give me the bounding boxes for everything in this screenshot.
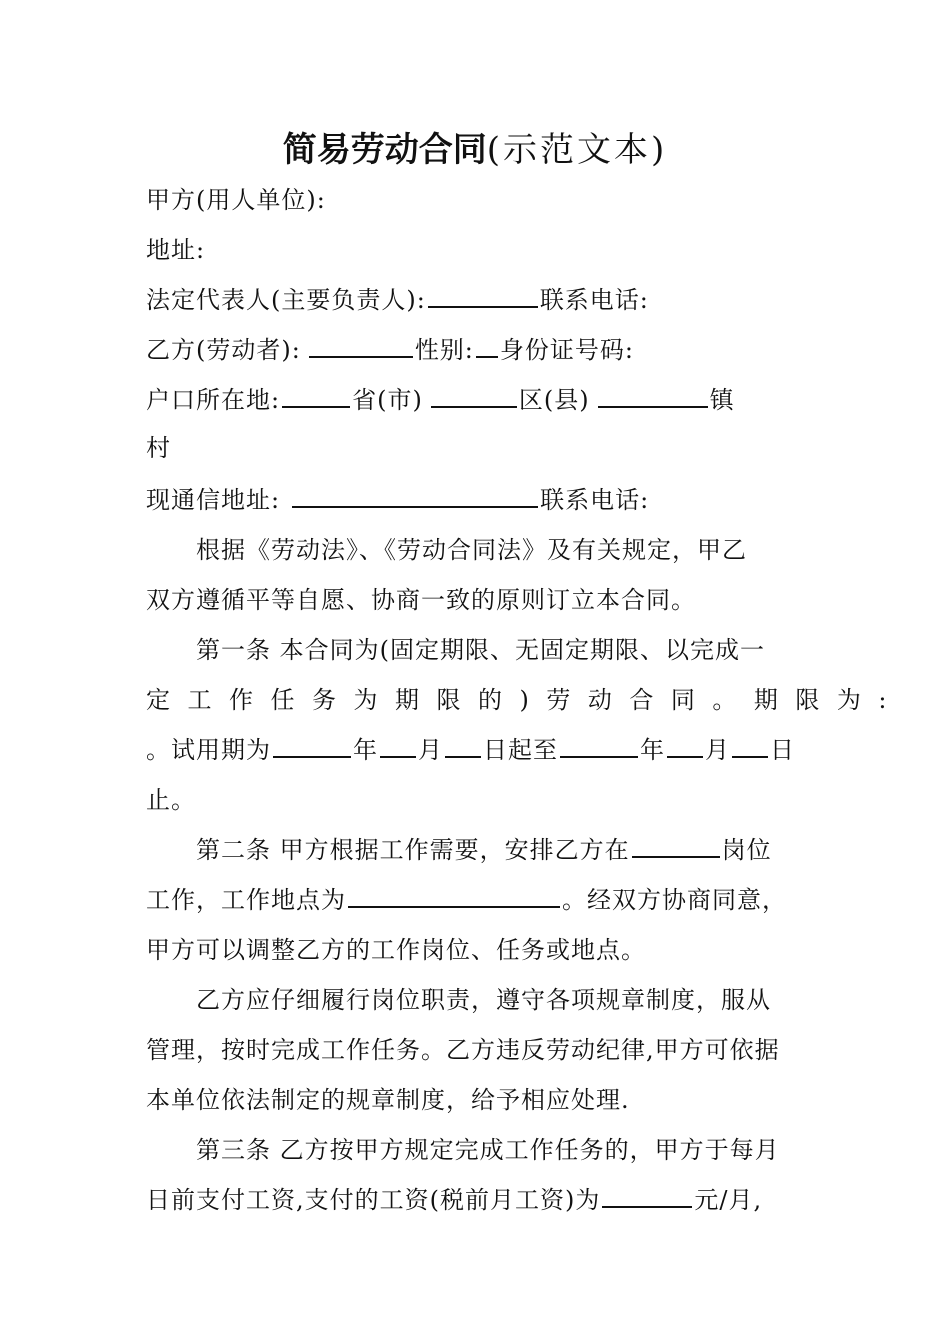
district-blank[interactable] bbox=[431, 382, 517, 408]
village-line bbox=[146, 430, 171, 466]
position-blank[interactable] bbox=[632, 832, 720, 858]
province-label: 省(市) bbox=[352, 386, 423, 414]
start-month-label: 月 bbox=[418, 736, 443, 764]
town-label: 镇 bbox=[709, 386, 735, 414]
province-blank[interactable] bbox=[282, 382, 350, 408]
article-1-text-2: 定工作任务为期限的)劳动合同。期限为: bbox=[146, 686, 904, 714]
current-phone-label: 联系电话: bbox=[540, 486, 650, 514]
current-address-blank[interactable] bbox=[292, 482, 538, 508]
preamble-text-2: 双方遵循平等自愿、协商一致的原则订立本合同。 bbox=[146, 586, 696, 614]
article-1-line-1 bbox=[196, 632, 765, 668]
id-number-label: 身份证号码: bbox=[499, 336, 634, 364]
end-year-blank[interactable] bbox=[560, 732, 638, 758]
end-day-label: 日 bbox=[770, 736, 795, 764]
end-month-label: 月 bbox=[705, 736, 730, 764]
article-2-text-1: 第二条 甲方根据工作需要，安排乙方在 bbox=[196, 836, 630, 864]
party-a-label: 甲方(用人单位): bbox=[146, 186, 326, 214]
current-address-label: 现通信地址: bbox=[146, 486, 281, 514]
article-1-text-4: 止。 bbox=[146, 786, 196, 814]
gender-blank[interactable] bbox=[476, 332, 498, 358]
preamble-line-1 bbox=[196, 532, 747, 568]
duty-text-1: 乙方应仔细履行岗位职责，遵守各项规章制度，服从 bbox=[196, 986, 771, 1014]
workplace-label: 工作，工作地点为 bbox=[146, 886, 346, 914]
town-blank[interactable] bbox=[598, 382, 708, 408]
gender-label: 性别: bbox=[414, 336, 474, 364]
article-1-line-3 bbox=[146, 732, 795, 768]
article-2-text-2: 。经双方协商同意， bbox=[562, 886, 787, 914]
district-label: 区(县) bbox=[518, 386, 590, 414]
title-main: 简易劳动合同 bbox=[282, 130, 487, 170]
workplace-blank[interactable] bbox=[348, 882, 560, 908]
salary-label: 日前支付工资,支付的工资(税前月工资)为 bbox=[146, 1186, 601, 1214]
start-year-blank[interactable] bbox=[273, 732, 351, 758]
article-1-line-4 bbox=[146, 782, 196, 818]
start-day-label: 日起至 bbox=[483, 736, 558, 764]
preamble-text-1: 根据《劳动法》、《劳动合同法》及有关规定，甲乙 bbox=[196, 536, 747, 564]
phone-label: 联系电话: bbox=[539, 286, 649, 314]
document-title bbox=[0, 126, 950, 174]
article-2-line-3 bbox=[146, 932, 646, 968]
article-2-text-3: 甲方可以调整乙方的工作岗位、任务或地点。 bbox=[146, 936, 646, 964]
probation-label: 。试用期为 bbox=[146, 736, 271, 764]
start-month-blank[interactable] bbox=[380, 732, 416, 758]
article-3-text-1: 第三条 乙方按甲方规定完成工作任务的，甲方于每月 bbox=[196, 1136, 780, 1164]
article-3-line-2 bbox=[146, 1182, 762, 1218]
start-day-blank[interactable] bbox=[445, 732, 481, 758]
article-2-line-1 bbox=[196, 832, 772, 868]
salary-unit: 元/月, bbox=[694, 1186, 763, 1214]
legal-rep-blank[interactable] bbox=[428, 282, 538, 308]
article-1-text-1: 第一条 本合同为(固定期限、无固定期限、以完成一 bbox=[196, 636, 765, 664]
end-year-label: 年 bbox=[640, 736, 665, 764]
article-1-line-2 bbox=[146, 682, 904, 718]
position-label: 岗位 bbox=[721, 836, 772, 864]
preamble-line-2 bbox=[146, 582, 696, 618]
duty-line-1 bbox=[196, 982, 771, 1018]
current-address-line bbox=[146, 482, 649, 518]
article-3-line-1 bbox=[196, 1132, 780, 1168]
village-label: 村 bbox=[146, 434, 171, 462]
duty-line-3 bbox=[146, 1082, 630, 1118]
party-b-label: 乙方(劳动者): bbox=[146, 336, 301, 364]
party-a-line bbox=[146, 182, 326, 218]
legal-rep-label: 法定代表人(主要负责人): bbox=[146, 286, 426, 314]
legal-rep-line bbox=[146, 282, 649, 318]
duty-text-2: 管理，按时完成工作任务。乙方违反劳动纪律,甲方可依据 bbox=[146, 1036, 780, 1064]
address-line bbox=[146, 232, 205, 268]
title-subtitle: (示范文本) bbox=[486, 130, 668, 170]
address-label: 地址: bbox=[146, 236, 206, 264]
party-b-blank[interactable] bbox=[309, 332, 413, 358]
salary-blank[interactable] bbox=[602, 1182, 692, 1208]
duty-text-3: 本单位依法制定的规章制度，给予相应处理. bbox=[146, 1086, 630, 1114]
hukou-line bbox=[146, 382, 735, 418]
article-2-line-2 bbox=[146, 882, 787, 918]
hukou-label: 户口所在地: bbox=[146, 386, 281, 414]
end-day-blank[interactable] bbox=[732, 732, 768, 758]
end-month-blank[interactable] bbox=[667, 732, 703, 758]
duty-line-2 bbox=[146, 1032, 780, 1068]
party-b-line bbox=[146, 332, 634, 368]
start-year-label: 年 bbox=[353, 736, 378, 764]
